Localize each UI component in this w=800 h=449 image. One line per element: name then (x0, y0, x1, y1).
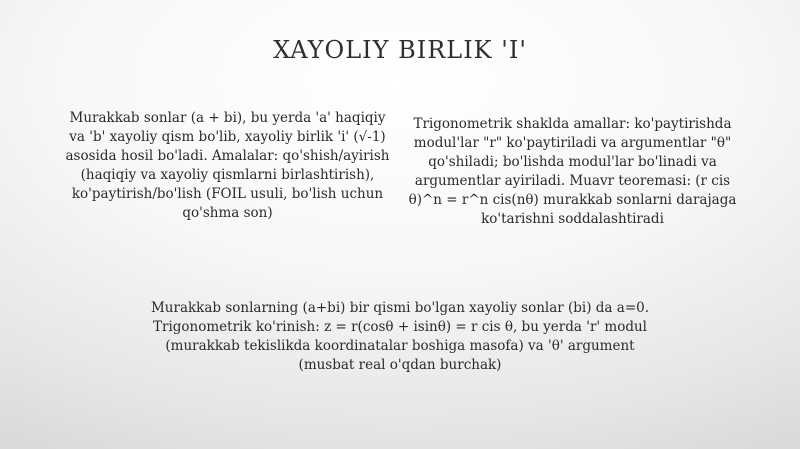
right-text-block: Trigonometrik shaklda amallar: ko'paytirishda modul'lar "r" ko'paytiriladi va argumentlar "θ" qo'shiladi; bo'lishda modul'lar bo'linadi va argumentlar ayiriladi. Muavr teoremasi: (r cis θ)^n = r^n cis(nθ) murakkab sonlarni darajaga ko'tarishni soddalashtiradi (408, 116, 737, 227)
left-text-block: Murakkab sonlar (a + bi), bu yerda 'a' haqiqiy va 'b' xayoliy qism bo'lib, xayoliy birlik 'i' (√-1) asosida hosil bo'ladi. Amalalar: qo'shish/ayirish (haqiqiy va xayoliy qismlarni birlashtirish), ko'paytirish/bo'lish (FOIL usuli, bo'lish uchun qo'shma son) (65, 110, 390, 221)
slide-title: XAYOLIY BIRLIK 'I' (273, 36, 527, 64)
bottom-text-block: Murakkab sonlarning (a+bi) bir qismi bo'lgan xayoliy sonlar (bi) da a=0. Trigonometrik ko'rinish: z = r(cosθ + isinθ) = r cis θ, bu yerda 'r' modul (murakkab tekislikda koordinatalar boshiga masofa) va 'θ' argument (musbat real o'qdan burchak) (150, 300, 650, 373)
